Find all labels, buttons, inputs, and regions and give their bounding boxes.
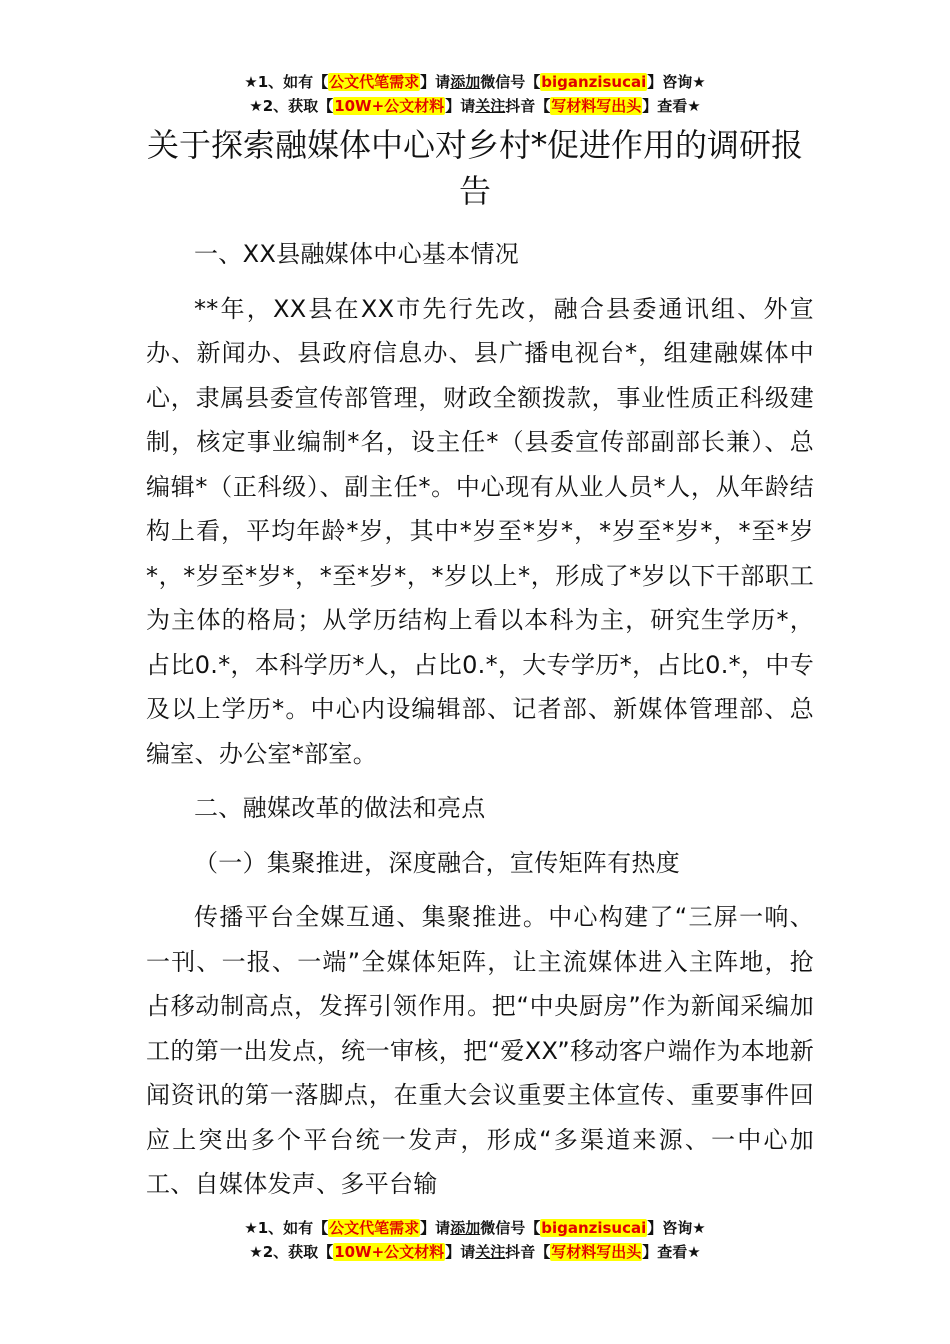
paragraph-platform: 传播平台全媒互通、集聚推进。中心构建了“三屏一响、一刊、一报、一端”全媒体矩阵，让主流媒体进入主阵地，抢占移动制高点，发挥引领作用。把“中央厨房”作为新闻采编加工的第一出发点，统一审核，把“爱XX”移动客户端作为本地新闻资讯的第一落脚点，在重大会议重要主体宣传、重要事件回应上突出多个平台统一发声，形成“多渠道来源、一中心加工、自媒体发声、多平台输 — [146, 903, 814, 1198]
banner-highlight: 公文代笔需求 — [329, 73, 420, 91]
paragraph-basic-info: **年，XX县在XX市先行先改，融合县委通讯组、外宣办、新闻办、县政府信息办、县广播电视台*，组建融媒体中心，隶属县委宣传部管理，财政全额拨款，事业性质正科级建制，核定事业编制*名，设主任*（县委宣传部副部长兼）、总编辑*（正科级）、副主任*。中心现有从业人员*人，从年龄结构上看，平均年龄*岁，其中*岁至*岁*，*岁至*岁*，*至*岁*，*岁至*岁*，*至*岁*，*岁以上*，形成了*岁以下干部职工为主体的格局；从学历结构上看以本科为主，研究生学历*，占比0.*，本科学历*人，占比0.*，大专学历*，占比0.*，中专及以上学历*。中心内设编辑部、记者部、新媒体管理部、总编室、办公室*部室。 — [146, 294, 814, 768]
banner-highlight: 10W+公文材料 — [334, 1243, 445, 1261]
document-body — [146, 222, 814, 1207]
section-heading-1: 一、XX县融媒体中心基本情况 — [194, 240, 520, 268]
banner-highlight: 10W+公文材料 — [334, 97, 445, 115]
banner-line-1: ★1、如有【公文代笔需求】请添加微信号【biganzisucai】咨询★ — [244, 1219, 706, 1237]
header-banner — [0, 70, 950, 118]
banner-highlight: 公文代笔需求 — [329, 1219, 420, 1237]
banner-line-2: ★2、获取【10W+公文材料】请关注抖音【写材料写出头】查看★ — [249, 97, 701, 115]
banner-douyin-id: 写材料写出头 — [551, 97, 642, 115]
banner-line-2: ★2、获取【10W+公文材料】请关注抖音【写材料写出头】查看★ — [249, 1243, 701, 1261]
footer-banner — [0, 1216, 950, 1264]
document-title: 关于探索融媒体中心对乡村*促进作用的调研报告 — [146, 126, 803, 210]
subheading-1: （一）集聚推进，深度融合，宣传矩阵有热度 — [194, 848, 680, 877]
banner-wechat-id: biganzisucai — [541, 1219, 647, 1237]
banner-line-1: ★1、如有【公文代笔需求】请添加微信号【biganzisucai】咨询★ — [244, 73, 706, 91]
banner-douyin-id: 写材料写出头 — [551, 1243, 642, 1261]
section-heading-2: 二、融媒改革的做法和亮点 — [194, 794, 486, 822]
banner-wechat-id: biganzisucai — [541, 73, 647, 91]
